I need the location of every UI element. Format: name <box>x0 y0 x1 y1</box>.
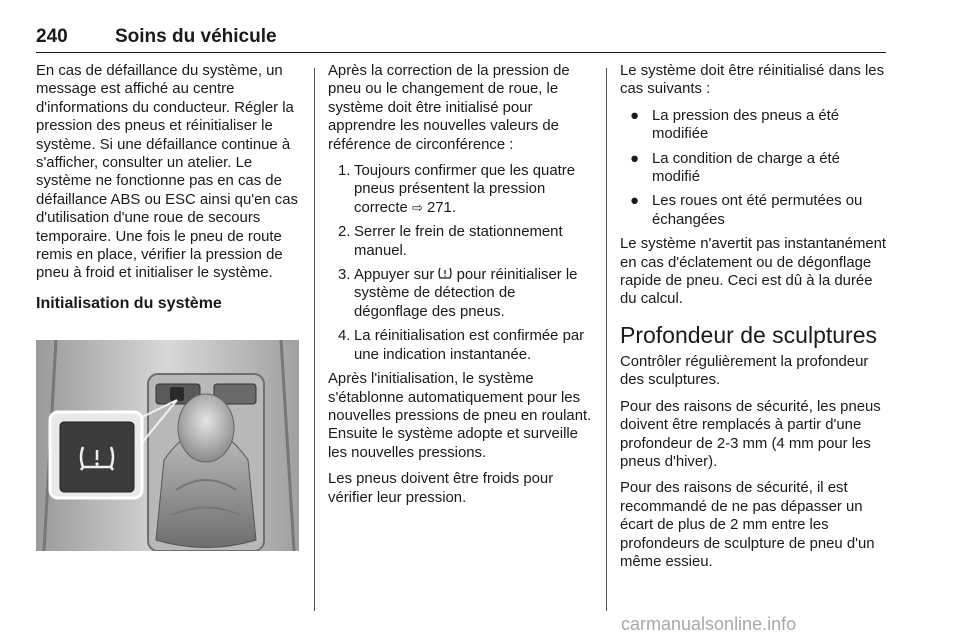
header-divider <box>36 52 886 53</box>
no-instant-warning-paragraph: Le système n'avertit pas instantanément en cas d'éclatement ou de dégonflage rapide de pneu. Ceci est dû à la durée du calcul. <box>620 236 887 308</box>
initialisation-intro: Après la correction de la pression de pneu ou le changement de roue, le système doit être initialisé pour apprendre les nouvelles valeurs de référence de circonférence : <box>328 63 570 153</box>
column-2 <box>328 62 592 515</box>
page-reference-arrow-icon: ⇨ <box>411 199 423 215</box>
reset-cases-list <box>620 107 890 229</box>
subheading-initialisation: Initialisation du système <box>36 294 222 312</box>
initialisation-steps <box>328 162 592 364</box>
section-title: Soins du véhicule <box>115 26 277 47</box>
page-header <box>36 26 886 52</box>
list-item: ● La pression des pneus a été modifiée <box>630 107 840 143</box>
failure-paragraph: En cas de défaillance du système, un message est affiché au centre d'informations du conducteur. Régler la pression des pneus et réinitialiser le système. Si une défaillance continue à s'afficher, consulter un atelier. Le système ne fonctionne pas en cas de défaillance ABS ou ESC ainsi qu'en cas d'utilisation d'une roue de secours temporaire. Une fois le pneu de route remis en place, vérifier la pression de pneu à froid et initialiser le système. <box>36 63 298 282</box>
list-item: 3. Appuyer sur pour réinitialiser le système de détection de dégonflage des pneus. <box>338 267 578 320</box>
list-item: 1. Toujours confirmer que les quatre pneus présentent la pression correcte ⇨ 271. <box>338 163 575 216</box>
list-item: ● Les roues ont été permutées ou échangées <box>630 193 863 228</box>
console-illustration <box>36 340 299 551</box>
tread-difference-paragraph: Pour des raisons de sécurité, il est recommandé de ne pas dépasser un écart de plus de 2 mm entre les profondeurs de sculpture de pneu d'un même essieu. <box>620 480 875 570</box>
watermark: carmanualsonline.info <box>621 614 797 634</box>
column-divider-1 <box>314 68 315 611</box>
list-item: 4. La réinitialisation est confirmée par une indication instantanée. <box>338 328 585 363</box>
column-1 <box>36 62 300 323</box>
after-initialisation-paragraph: Après l'initialisation, le système s'établonne automatiquement pour les nouvelles pressions de pneu en roulant. Ensuite le système adopte et surveille les nouvelles pressions. <box>328 371 592 461</box>
cold-tyres-paragraph: Les pneus doivent être froids pour vérifier leur pression. <box>328 471 554 506</box>
tread-replace-paragraph: Pour des raisons de sécurité, les pneus doivent être remplacés à partir d'une profondeur de 2-3 mm (4 mm pour les pneus d'hiver). <box>620 398 881 470</box>
column-3 <box>620 62 890 579</box>
list-item: 2. Serrer le frein de stationnement manuel. <box>338 224 563 259</box>
column-divider-2 <box>606 68 607 611</box>
tread-check-paragraph: Contrôler régulièrement la profondeur des sculptures. <box>620 353 869 389</box>
heading-tread-depth: Profondeur de sculptures <box>620 321 877 348</box>
page-number: 240 <box>36 26 68 47</box>
list-item: ● La condition de charge a été modifié <box>630 150 840 186</box>
reset-intro: Le système doit être réinitialisé dans les cas suivants : <box>620 63 885 98</box>
page-reference[interactable]: 271. <box>426 199 456 216</box>
tire-pressure-warning-icon <box>438 267 452 280</box>
